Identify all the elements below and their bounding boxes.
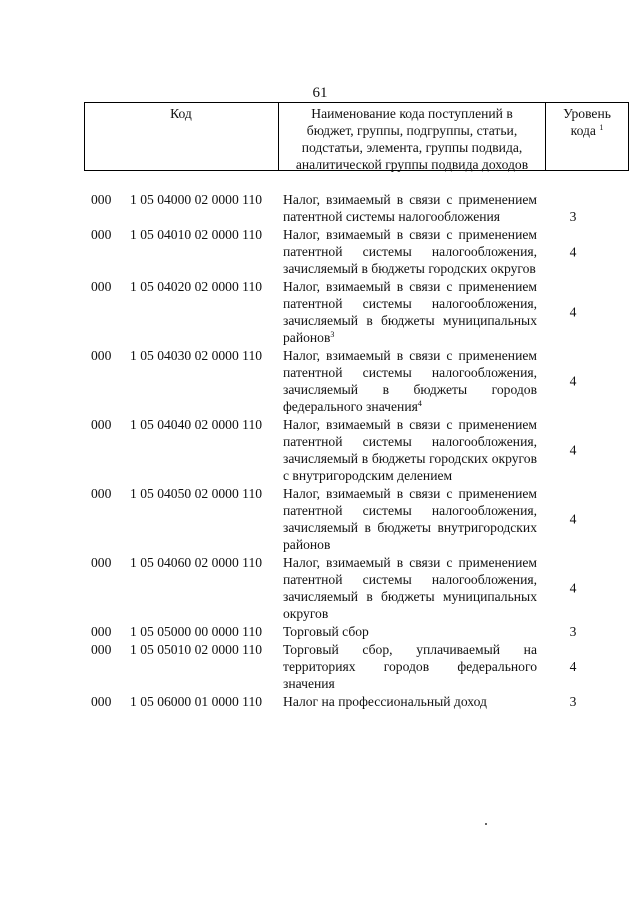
revenue-name-text: Торговый сбор	[283, 624, 369, 639]
revenue-code: 1 05 04050 02 0000 110	[130, 486, 263, 501]
code-level: 3	[569, 694, 577, 709]
revenue-code: 1 05 04020 02 0000 110	[130, 279, 263, 294]
table-row	[0, 485, 640, 553]
admin-code: 000	[91, 486, 112, 501]
admin-code: 000	[91, 348, 112, 363]
revenue-name-text: Налог на профессиональный доход	[283, 694, 487, 709]
revenue-name-text: Налог, взимаемый в связи с применением патентной системы налогообложения, зачисляемый в бюджеты городских округов	[283, 227, 537, 276]
code-level: 4	[569, 244, 577, 259]
revenue-code: 1 05 04030 02 0000 110	[130, 348, 263, 363]
table-row	[0, 554, 640, 622]
revenue-name	[283, 278, 537, 346]
revenue-name	[283, 416, 537, 484]
revenue-code: 1 05 04060 02 0000 110	[130, 555, 263, 570]
admin-code: 000	[91, 555, 112, 570]
header-code: Код	[170, 106, 192, 121]
header-level-word: кода	[570, 123, 596, 138]
revenue-code: 1 05 04000 02 0000 110	[130, 192, 263, 207]
header-name-line: бюджет, группы, подгруппы, статьи,	[306, 123, 518, 138]
code-level: 4	[569, 580, 577, 596]
admin-code: 000	[91, 279, 112, 294]
header-name-line: подстатьи, элемента, группы подвида,	[301, 140, 523, 155]
revenue-name	[283, 554, 537, 622]
revenue-code: 1 05 06000 01 0000 110	[130, 694, 263, 709]
header-name-line: Наименование кода поступлений в	[311, 106, 513, 121]
header-level	[545, 105, 629, 139]
admin-code: 000	[91, 417, 112, 432]
table-row	[0, 226, 640, 277]
code-level: 4	[569, 659, 577, 674]
admin-code: 000	[91, 192, 112, 207]
header-level-line1: Уровень	[563, 106, 611, 121]
table-row	[0, 693, 640, 710]
revenue-name-text: Налог, взимаемый в связи с применением патентной системы налогообложения, зачисляемый в бюджеты муниципальных округов	[283, 555, 537, 621]
revenue-name	[283, 693, 537, 710]
header-name-line: аналитической группы подвида доходов	[295, 157, 529, 172]
revenue-name-text: Налог, взимаемый в связи с применением патентной системы налогообложения, зачисляемый в бюджеты внутригородских районов	[283, 486, 537, 552]
revenue-code: 1 05 04010 02 0000 110	[130, 227, 263, 242]
revenue-name	[283, 226, 537, 277]
revenue-code: 1 05 05010 02 0000 110	[130, 642, 263, 657]
revenue-name-text: Налог, взимаемый в связи с применением патентной системы налогообложения, зачисляемый в бюджеты муниципальных районов	[283, 279, 537, 345]
admin-code: 000	[91, 227, 112, 242]
code-level: 3	[569, 624, 577, 639]
admin-code: 000	[91, 642, 112, 657]
code-level: 4	[569, 304, 577, 320]
code-level: 4	[569, 373, 577, 389]
revenue-name-text: Налог, взимаемый в связи с применением патентной системы налогообложения, зачисляемый в бюджеты городов федерального значения	[283, 348, 537, 414]
revenue-name-text: Налог, взимаемый в связи с применением патентной системы налогообложения	[283, 192, 537, 224]
table-row	[0, 641, 640, 692]
header-top-rule	[84, 102, 629, 103]
table-header	[84, 102, 629, 171]
revenue-name	[283, 347, 537, 415]
revenue-name-text: Налог, взимаемый в связи с применением патентной системы налогообложения, зачисляемый в бюджеты городских округов с внутригородским делением	[283, 417, 537, 483]
table-row	[0, 623, 640, 640]
revenue-name-text: Торговый сбор, уплачиваемый на территориях городов федерального значения	[283, 642, 537, 691]
admin-code: 000	[91, 694, 112, 709]
revenue-code: 1 05 05000 00 0000 110	[130, 624, 263, 639]
table-body	[0, 191, 640, 711]
table-row	[0, 347, 640, 415]
code-level: 4	[569, 442, 577, 458]
footnote-marker: 1	[599, 123, 604, 132]
footnote-marker: 3	[330, 330, 335, 339]
table-row	[0, 416, 640, 484]
header-level-line2	[545, 122, 629, 139]
table-row	[0, 191, 640, 225]
footnote-marker: 4	[417, 399, 422, 408]
revenue-name	[283, 485, 537, 553]
revenue-name	[283, 191, 537, 225]
page-number: 61	[312, 85, 328, 101]
header-name	[279, 105, 545, 173]
admin-code: 000	[91, 624, 112, 639]
revenue-name	[283, 641, 537, 692]
scan-speck	[485, 823, 487, 825]
code-level: 4	[569, 511, 577, 527]
code-level: 3	[569, 209, 577, 224]
revenue-code: 1 05 04040 02 0000 110	[130, 417, 263, 432]
revenue-name	[283, 623, 537, 640]
table-row	[0, 278, 640, 346]
